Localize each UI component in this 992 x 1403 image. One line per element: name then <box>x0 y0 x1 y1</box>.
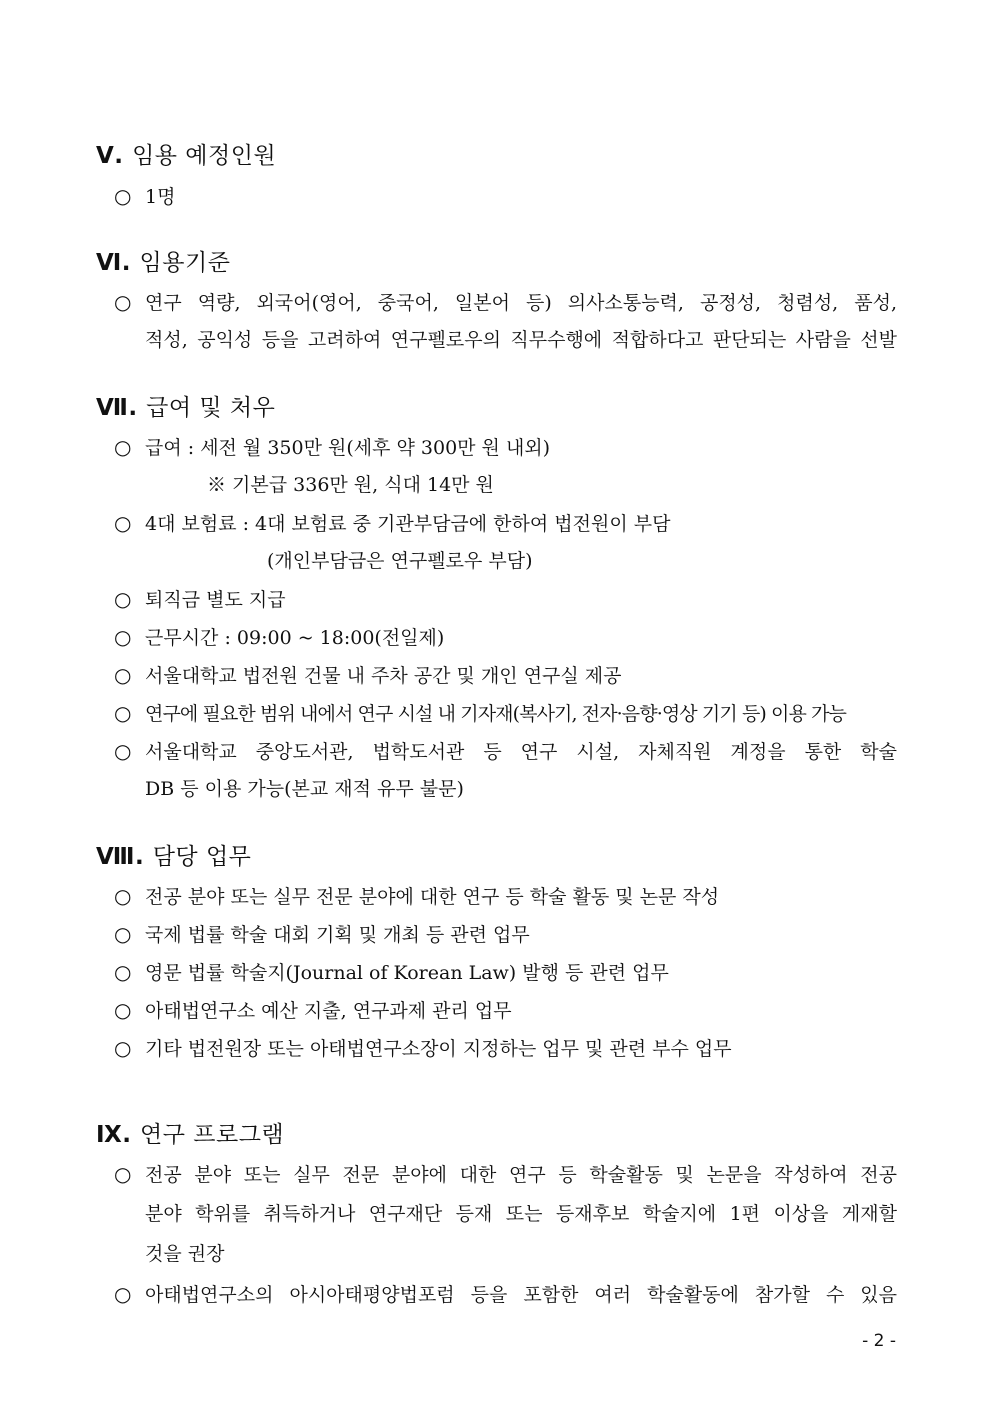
item-text: 급여 : 세전 월 350만 원(세후 약 300만 원 내외) <box>145 437 551 459</box>
item-text: 전공 분야 또는 실무 전문 분야에 대한 연구 등 학술 활동 및 논문 작성 <box>145 886 720 908</box>
item-continuation: DB 등 이용 가능(본교 재적 유무 불문) <box>145 778 464 800</box>
section-title: 담당 업무 <box>152 844 252 870</box>
item-text: 1명 <box>145 186 176 208</box>
circle-bullet: ○ <box>114 1162 132 1186</box>
section-heading-7 <box>96 389 275 422</box>
list-item <box>114 283 899 322</box>
section-heading-5 <box>96 137 276 170</box>
section-heading-6 <box>96 244 230 277</box>
section-title: 연구 프로그램 <box>140 1122 285 1148</box>
list-item <box>114 428 899 467</box>
section-heading-9 <box>96 1116 284 1149</box>
item-text: 4대 보험료 : 4대 보험료 중 기관부담금에 한하여 법전원이 부담 <box>145 513 671 535</box>
item-text: 서울대학교 중앙도서관, 법학도서관 등 연구 시설, 자체직원 계정을 통한 학술 <box>145 741 897 763</box>
circle-bullet: ○ <box>114 922 132 946</box>
section-number: Ⅴ. <box>96 143 124 169</box>
circle-bullet: ○ <box>114 625 132 649</box>
list-item <box>114 177 899 216</box>
list-item <box>114 618 899 657</box>
item-text: 국제 법률 학술 대회 기획 및 개최 등 관련 업무 <box>145 924 530 946</box>
item-text: 기타 법전원장 또는 아태법연구소장이 지정하는 업무 및 관련 부수 업무 <box>145 1038 732 1060</box>
circle-bullet: ○ <box>114 663 132 687</box>
item-text: 아태법연구소 예산 지출, 연구과제 관리 업무 <box>145 1000 512 1022</box>
section-title: 급여 및 처우 <box>146 395 276 421</box>
circle-bullet: ○ <box>114 587 132 611</box>
list-item <box>114 1155 899 1194</box>
item-continuation: 것을 권장 <box>145 1243 225 1265</box>
list-item <box>114 915 899 954</box>
item-text: 서울대학교 법전원 건물 내 주차 공간 및 개인 연구실 제공 <box>145 665 622 687</box>
item-text: 퇴직금 별도 지급 <box>145 589 286 611</box>
list-item <box>114 694 899 733</box>
circle-bullet: ○ <box>114 998 132 1022</box>
list-item <box>114 504 899 543</box>
page-number: - 2 - <box>862 1331 896 1351</box>
section-number: Ⅷ. <box>96 844 145 870</box>
section-number: Ⅵ. <box>96 250 132 276</box>
list-item <box>114 953 899 992</box>
circle-bullet: ○ <box>114 1282 132 1306</box>
circle-bullet: ○ <box>114 1036 132 1060</box>
section-title: 임용 예정인원 <box>132 143 277 169</box>
item-text: 근무시간 : 09:00 ~ 18:00(전일제) <box>145 627 445 649</box>
circle-bullet: ○ <box>114 184 132 208</box>
list-item <box>114 656 899 695</box>
list-item <box>114 877 899 916</box>
circle-bullet: ○ <box>114 435 132 459</box>
item-text: 아태법연구소의 아시아태평양법포럼 등을 포함한 여러 학술활동에 참가할 수 있음 <box>145 1284 897 1306</box>
list-item <box>114 1029 899 1068</box>
item-text: 영문 법률 학술지(Journal of Korean Law) 발행 등 관련 업무 <box>145 962 669 984</box>
section-title: 임용기준 <box>139 250 231 276</box>
section-heading-8 <box>96 838 251 871</box>
section-number: Ⅶ. <box>96 395 138 421</box>
circle-bullet: ○ <box>114 511 132 535</box>
circle-bullet: ○ <box>114 290 132 314</box>
section-number: Ⅸ. <box>96 1122 132 1148</box>
list-item <box>114 1275 899 1314</box>
item-continuation <box>145 1195 897 1233</box>
item-text: 전공 분야 또는 실무 전문 분야에 대한 연구 등 학술활동 및 논문을 작성하여 전공 <box>145 1164 897 1186</box>
circle-bullet: ○ <box>114 960 132 984</box>
insurance-note: (개인부담금은 연구펠로우 부담) <box>267 550 533 572</box>
list-item <box>114 580 899 619</box>
circle-bullet: ○ <box>114 884 132 908</box>
circle-bullet: ○ <box>114 739 132 763</box>
item-continuation <box>145 321 897 359</box>
list-item <box>114 732 899 771</box>
pay-note: ※ 기본급 336만 원, 식대 14만 원 <box>207 474 494 496</box>
item-text: 적성, 공익성 등을 고려하여 연구펠로우의 직무수행에 적합하다고 판단되는 사람을 선발 <box>145 329 897 351</box>
item-text: 연구 역량, 외국어(영어, 중국어, 일본어 등) 의사소통능력, 공정성, 청렴성, 품성, <box>145 292 897 314</box>
item-text: 분야 학위를 취득하거나 연구재단 등재 또는 등재후보 학술지에 1편 이상을 게재할 <box>145 1203 897 1225</box>
list-item <box>114 991 899 1030</box>
item-text: 연구에 필요한 범위 내에서 연구 시설 내 기자재(복사기, 전자·음향·영상 기기 등) 이용 가능 <box>145 703 847 725</box>
circle-bullet: ○ <box>114 701 132 725</box>
